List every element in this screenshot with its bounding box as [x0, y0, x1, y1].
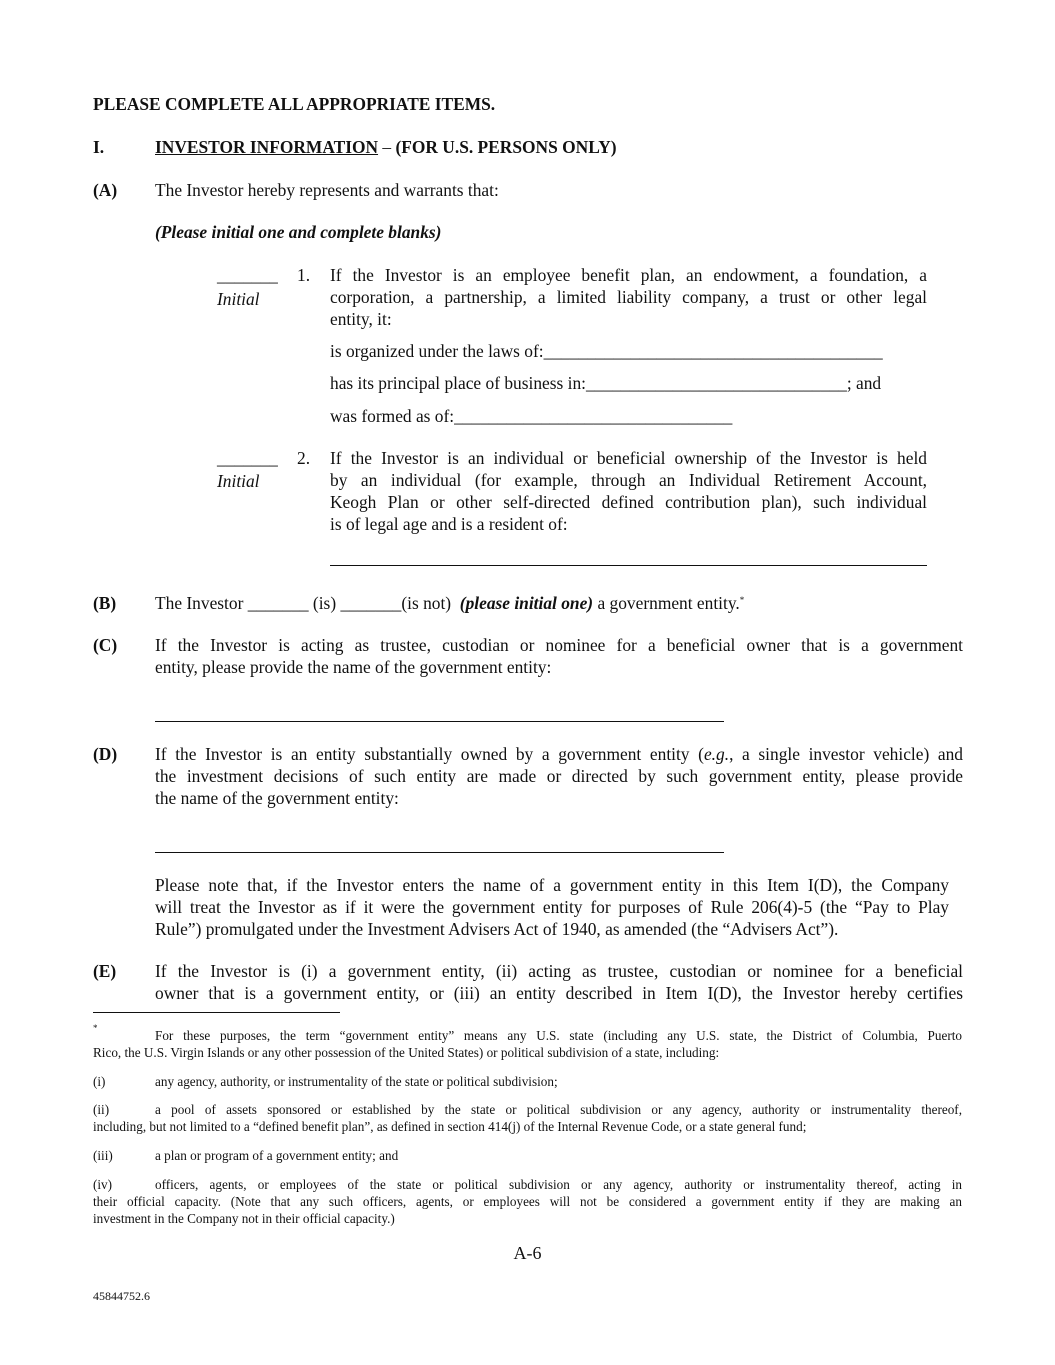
section-heading [155, 136, 617, 158]
section-dash: – [378, 137, 396, 157]
option-1-number: 1. [297, 265, 311, 285]
item-d-text [155, 743, 963, 809]
footnote-iii-label: (iii) [93, 1148, 113, 1163]
initial-label-2: Initial [217, 471, 260, 491]
item-d-eg: e.g. [703, 744, 730, 764]
footnote-ii-line: a pool of assets sponsored or established by the state or political subdivision or any agency, authority or instrumentality thereof, [155, 1102, 962, 1117]
item-b-label: (B) [93, 593, 117, 613]
footnote-mark: * [93, 1023, 98, 1033]
footnote-iv-line: their official capacity. (Note that any such officers, agents, or employees will not be considered a government entity if they are making an [93, 1194, 962, 1209]
item-b-text [155, 592, 744, 614]
option-2-line: If the Investor is an individual or beneficial ownership of the Investor is held [330, 448, 927, 468]
formed-as-of-field[interactable]: was formed as of:________________________________ [330, 406, 733, 426]
item-d-note-line: Rule”) promulgated under the Investment Advisers Act of 1940, as amended (the “Advisers Act”). [155, 919, 839, 939]
item-c-line: If the Investor is acting as trustee, custodian or nominee for a beneficial owner that is a government [155, 635, 963, 655]
item-d-blank-line[interactable] [155, 852, 724, 853]
footnote-i-text: any agency, authority, or instrumentality of the state or political subdivision; [155, 1074, 558, 1089]
page-instruction: PLEASE COMPLETE ALL APPROPRIATE ITEMS. [93, 94, 496, 114]
principal-business-prefix: has its principal place of business in:______________________________ [330, 373, 847, 393]
item-e-label: (E) [93, 961, 117, 981]
initial-blank-2[interactable]: _______ [217, 448, 278, 468]
item-d-note-line: Please note that, if the Investor enters the name of a government entity in this Item I(D), the Company [155, 875, 949, 895]
option-2-line: by an individual (for example, through an Individual Retirement Account, [330, 470, 927, 490]
item-c-text [155, 634, 963, 678]
item-b-pre: The Investor _______ (is) _______(is not) [155, 593, 460, 613]
footnote-marker: * [739, 595, 745, 605]
footnote-iv-line: officers, agents, or employees of the state or political subdivision or any agency, authority or instrumentality thereof, acting in [155, 1177, 962, 1192]
resident-of-blank-line[interactable] [330, 565, 927, 566]
item-d-note [155, 874, 949, 940]
footnote-iv-text [93, 1176, 962, 1227]
item-a-text: The Investor hereby represents and warrants that: [155, 180, 499, 200]
document-id: 45844752.6 [93, 1289, 150, 1303]
footnote-iii-text: a plan or program of a government entity; and [155, 1148, 399, 1163]
footnote-ii-line: including, but not limited to a “defined benefit plan”, as defined in section 414(j) of the Internal Revenue Code, or a state general fund; [93, 1119, 807, 1134]
item-c-line: entity, please provide the name of the government entity: [155, 657, 552, 677]
option-1-line: corporation, a partnership, a limited liability company, a trust or other legal [330, 287, 927, 307]
footnote-ii-label: (ii) [93, 1102, 110, 1117]
item-e-text [155, 960, 963, 1004]
section-suffix: (FOR U.S. PERSONS ONLY) [395, 137, 617, 157]
principal-business-field[interactable] [330, 372, 881, 394]
page-number: A-6 [513, 1243, 542, 1263]
item-c-blank-line[interactable] [155, 721, 724, 722]
item-d-line1-post: , a single investor vehicle) and [729, 744, 963, 764]
footnote-intro-line: Rico, the U.S. Virgin Islands or any other possession of the United States) or political subdivision of a state, including: [93, 1045, 720, 1060]
option-1-line: entity, it: [330, 309, 392, 329]
item-d-line: the investment decisions of such entity are made or directed by such government entity, please provide [155, 766, 963, 786]
option-2-line: is of legal age and is a resident of: [330, 514, 568, 534]
initial-blank-1[interactable]: _______ [217, 265, 278, 285]
footnote-ii-text [93, 1101, 962, 1135]
item-a-label: (A) [93, 180, 118, 200]
footnote-separator [93, 1012, 340, 1013]
footnote-intro [93, 1027, 962, 1061]
footnote-i-label: (i) [93, 1074, 106, 1089]
item-c-label: (C) [93, 635, 118, 655]
item-d-line1-pre: If the Investor is an entity substantially owned by a government entity ( [155, 744, 704, 764]
item-d-line: the name of the government entity: [155, 788, 399, 808]
section-title: INVESTOR INFORMATION [155, 137, 379, 157]
item-b-post: a government entity. [593, 593, 740, 613]
item-a-instruction: (Please initial one and complete blanks) [155, 222, 442, 242]
option-1-line: If the Investor is an employee benefit plan, an endowment, a foundation, a [330, 265, 927, 285]
initial-label-1: Initial [217, 289, 260, 309]
item-e-line: If the Investor is (i) a government entity, (ii) acting as trustee, custodian or nominee for a beneficial [155, 961, 963, 981]
item-d-label: (D) [93, 744, 118, 764]
organized-laws-field[interactable]: is organized under the laws of:_______________________________________ [330, 341, 883, 361]
option-2-text [330, 447, 927, 535]
item-d-note-line: will treat the Investor as if it were the government entity for purposes of Rule 206(4)-5 (the “Pay to Play [155, 897, 949, 917]
principal-business-suffix: ; and [846, 373, 882, 393]
option-2-line: Keogh Plan or other self-directed defined contribution plan), such individual [330, 492, 927, 512]
footnote-iv-label: (iv) [93, 1177, 113, 1192]
item-d-line [155, 743, 963, 765]
option-1-text [330, 264, 927, 330]
footnote-iv-line: investment in the Company not in their official capacity.) [93, 1211, 395, 1226]
section-number: I. [93, 137, 105, 157]
item-e-line: owner that is a government entity, or (iii) an entity described in Item I(D), the Investor hereby certifies [155, 983, 963, 1003]
item-b-emphasis: (please initial one) [459, 593, 594, 613]
option-2-number: 2. [297, 448, 311, 468]
footnote-intro-line: For these purposes, the term “government entity” means any U.S. state (including any U.S. state, the District of Columbia, Puerto [155, 1028, 962, 1043]
